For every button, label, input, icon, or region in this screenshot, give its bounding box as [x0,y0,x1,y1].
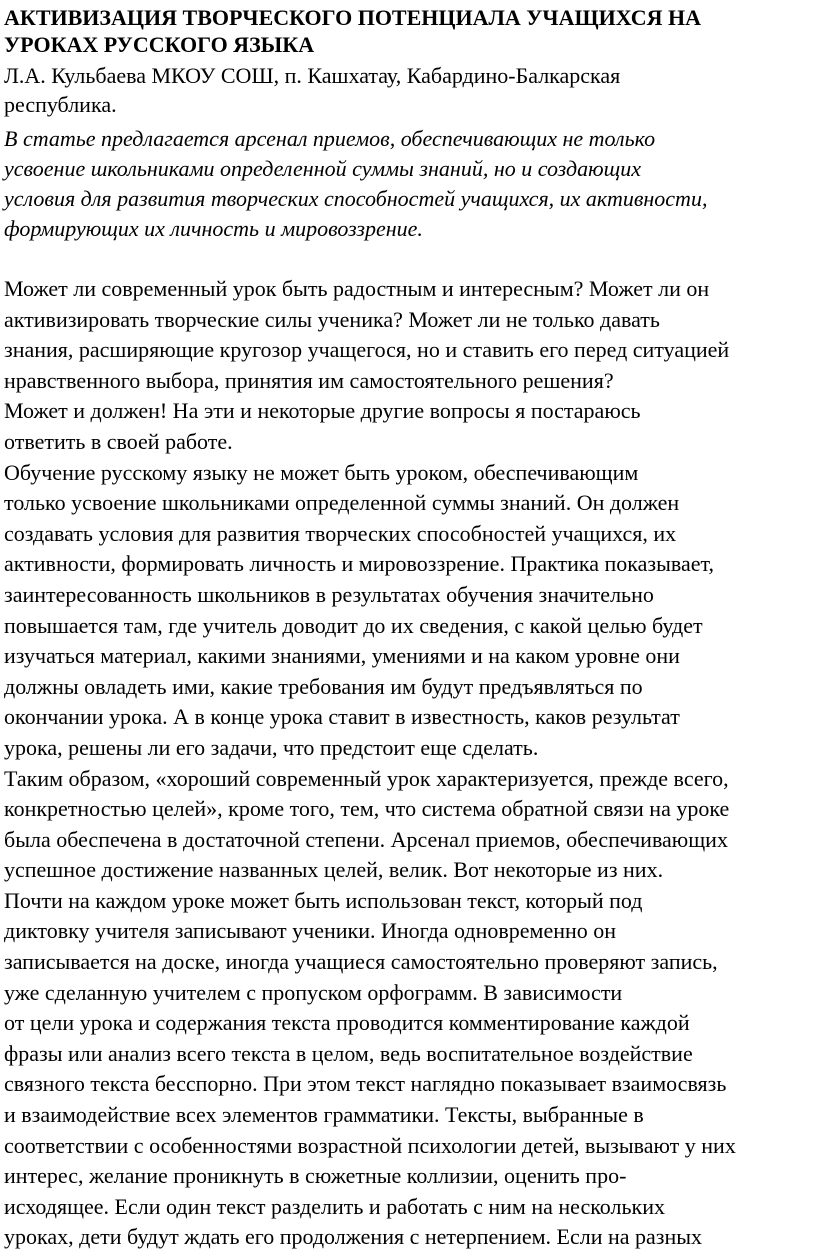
author-line: Л.А. Кульбаева МКОУ СОШ, п. Кашхатау, Кабардино-Балкарская республика. [4,63,621,117]
article-title: АКТИВИЗАЦИЯ ТВОРЧЕСКОГО ПОТЕНЦИАЛА УЧАЩИХСЯ НА УРОКАХ РУССКОГО ЯЗЫКА [4,5,702,57]
body-text: Может ли современный урок быть радостным и интересным? Может ли он активизировать творческие силы ученика? Может ли не только давать знания, расширяющие кругозор учащегося, но и ставить его перед ситуацией нравственного выбора, принятия им самостоятельного решения? Может и должен! На эти и некоторые другие вопросы я постараюсь ответить в своей работе. Обучение русскому языку не может быть уроком, обеспечивающим только усвоение школьниками определенной суммы знаний. Он должен создавать условия для развития творческих способностей учащихся, их активности, формировать личность и мировоззрение. Практика показывает, заинтересованность школьников в результатах обучения значительно повышается там, где учитель доводит до их сведения, с какой целью будет изучаться материал, какими знаниями, умениями и на каком уровне они должны овладеть ими, какие требования им будут предъявляться по окончании урока. А в конце урока ставит в известность, каков результат урока, решены ли его задачи, что предстоит еще сделать. Таким образом, «хороший современный урок характеризуется, прежде всего, конкретностью целей», кроме того, тем, что система обратной связи на уроке была обеспечена в достаточной степени. Арсенал приемов, обеспечивающих успешное достижение названных целей, велик. Вот некоторые из них. Почти на каждом уроке может быть использован текст, который под диктовку учителя записывают ученики. Иногда одновременно он записывается на доске, иногда учащиеся самостоятельно проверяют запись, уже сделанную учителем с пропуском орфограмм. В зависимости от цели урока и содержания текста проводится комментирование каждой фразы или анализ всего текста в целом, ведь воспитательное воздействие связного текста бесспорно. При этом текст наглядно показывает взаимосвязь и взаимодействие всех элементов грамматики. Тексты, выбранные в соответствии с особенностями возрастной психологии детей, вызывают у них интерес, желание проникнуть в сюжетные коллизии, оценить про- исходящее. Если один текст разделить и работать с ним на нескольких уроках, дети будут ждать его продолжения с нетерпением. Если на разных [4,276,736,1250]
abstract: В статье предлагается арсенал приемов, обеспечивающих не только усвоение школьниками определенной суммы знаний, но и создающих условия для развития творческих способностей учащихся, их активности, формирующих их личность и мировоззрение. [4,126,708,241]
